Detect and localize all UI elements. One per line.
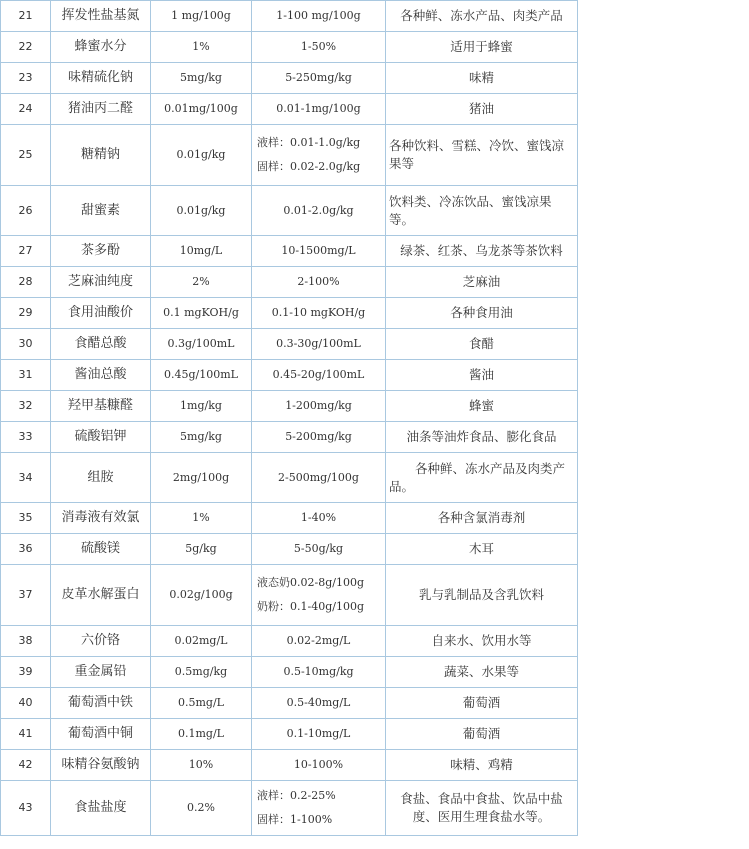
detection-range: 0.3-30g/100mL xyxy=(252,329,386,360)
table-row xyxy=(1,63,578,94)
detection-range: 0.45-20g/100mL xyxy=(252,360,386,391)
row-number: 39 xyxy=(1,657,51,688)
detection-range: 0.01-2.0g/kg xyxy=(252,186,386,236)
applicable-samples: 油条等油炸食品、膨化食品 xyxy=(386,422,578,453)
detection-range: 5-250mg/kg xyxy=(252,63,386,94)
detection-limit: 1 mg/100g xyxy=(151,1,252,32)
test-item: 六价铬 xyxy=(51,626,151,657)
test-item: 食盐盐度 xyxy=(51,781,151,836)
applicable-samples: 芝麻油 xyxy=(386,267,578,298)
applicable-samples: 自来水、饮用水等 xyxy=(386,626,578,657)
test-item: 葡萄酒中铁 xyxy=(51,688,151,719)
row-number: 25 xyxy=(1,125,51,186)
test-item: 硫酸铝钾 xyxy=(51,422,151,453)
row-number: 26 xyxy=(1,186,51,236)
table-row xyxy=(1,391,578,422)
detection-range: 1-40% xyxy=(252,503,386,534)
row-number: 36 xyxy=(1,534,51,565)
table-row xyxy=(1,453,578,503)
test-item: 芝麻油纯度 xyxy=(51,267,151,298)
test-item: 蜂蜜水分 xyxy=(51,32,151,63)
table-row xyxy=(1,750,578,781)
row-number: 23 xyxy=(1,63,51,94)
detection-limit: 2% xyxy=(151,267,252,298)
applicable-samples: 各种含氯消毒剂 xyxy=(386,503,578,534)
detection-limit: 1mg/kg xyxy=(151,391,252,422)
detection-limit: 2mg/100g xyxy=(151,453,252,503)
detection-range-line: 液态奶0.02-8g/100g xyxy=(257,576,364,589)
detection-limit: 0.2% xyxy=(151,781,252,836)
detection-limit: 1% xyxy=(151,503,252,534)
detection-range: 0.1-10 mgKOH/g xyxy=(252,298,386,329)
row-number: 42 xyxy=(1,750,51,781)
table-row xyxy=(1,298,578,329)
table-row xyxy=(1,125,578,186)
applicable-samples: 葡萄酒 xyxy=(386,719,578,750)
detection-range-line: 固样：1-100% xyxy=(257,813,333,826)
detection-limit: 10mg/L xyxy=(151,236,252,267)
applicable-samples: 各种食用油 xyxy=(386,298,578,329)
row-number: 38 xyxy=(1,626,51,657)
detection-range: 5-50g/kg xyxy=(252,534,386,565)
detection-range: 0.1-10mg/L xyxy=(252,719,386,750)
table-row xyxy=(1,94,578,125)
test-item: 消毒液有效氯 xyxy=(51,503,151,534)
applicable-samples: 猪油 xyxy=(386,94,578,125)
detection-range xyxy=(252,125,386,186)
test-item: 食用油酸价 xyxy=(51,298,151,329)
table-row xyxy=(1,267,578,298)
applicable-samples: 葡萄酒 xyxy=(386,688,578,719)
detection-range: 0.5-10mg/kg xyxy=(252,657,386,688)
detection-limit: 0.01g/kg xyxy=(151,186,252,236)
table-row xyxy=(1,422,578,453)
applicable-samples: 适用于蜂蜜 xyxy=(386,32,578,63)
row-number: 35 xyxy=(1,503,51,534)
table-row xyxy=(1,186,578,236)
row-number: 24 xyxy=(1,94,51,125)
test-item: 挥发性盐基氮 xyxy=(51,1,151,32)
applicable-samples: 食醋 xyxy=(386,329,578,360)
row-number: 30 xyxy=(1,329,51,360)
test-item: 组胺 xyxy=(51,453,151,503)
test-item: 食醋总酸 xyxy=(51,329,151,360)
row-number: 34 xyxy=(1,453,51,503)
test-item: 糖精钠 xyxy=(51,125,151,186)
table-row xyxy=(1,626,578,657)
table-row xyxy=(1,657,578,688)
detection-range: 1-200mg/kg xyxy=(252,391,386,422)
detection-limit: 5mg/kg xyxy=(151,63,252,94)
detection-limit: 0.5mg/L xyxy=(151,688,252,719)
row-number: 29 xyxy=(1,298,51,329)
table-row xyxy=(1,1,578,32)
applicable-samples: 蜂蜜 xyxy=(386,391,578,422)
table-row xyxy=(1,360,578,391)
row-number: 40 xyxy=(1,688,51,719)
detection-range: 1-100 mg/100g xyxy=(252,1,386,32)
detection-range: 5-200mg/kg xyxy=(252,422,386,453)
applicable-samples xyxy=(386,453,578,503)
detection-range: 1-50% xyxy=(252,32,386,63)
detection-range: 0.01-1mg/100g xyxy=(252,94,386,125)
row-number: 28 xyxy=(1,267,51,298)
detection-limit: 5g/kg xyxy=(151,534,252,565)
detection-range-line: 奶粉：0.1-40g/100g xyxy=(257,600,364,613)
detection-range-line: 液样：0.2-25% xyxy=(257,789,336,802)
test-item: 重金属铅 xyxy=(51,657,151,688)
applicable-samples: 各种鲜、冻水产品、肉类产品 xyxy=(386,1,578,32)
table-row xyxy=(1,503,578,534)
applicable-samples: 各种饮料、雪糕、冷饮、蜜饯凉果等 xyxy=(386,125,578,186)
table-row xyxy=(1,565,578,626)
row-number: 27 xyxy=(1,236,51,267)
test-item: 皮革水解蛋白 xyxy=(51,565,151,626)
test-item: 甜蜜素 xyxy=(51,186,151,236)
detection-range-line: 液样：0.01-1.0g/kg xyxy=(257,136,361,149)
detection-limit: 1% xyxy=(151,32,252,63)
applicable-samples-text: 各种鲜、冻水产品及肉类产品。 xyxy=(389,460,566,494)
detection-limit: 5mg/kg xyxy=(151,422,252,453)
test-item: 硫酸镁 xyxy=(51,534,151,565)
table-body xyxy=(1,1,578,836)
applicable-samples: 味精 xyxy=(386,63,578,94)
detection-limit: 0.02mg/L xyxy=(151,626,252,657)
detection-range-line: 固样：0.02-2.0g/kg xyxy=(257,160,361,173)
detection-range: 2-500mg/100g xyxy=(252,453,386,503)
applicable-samples: 味精、鸡精 xyxy=(386,750,578,781)
row-number: 41 xyxy=(1,719,51,750)
applicable-samples: 绿茶、红茶、乌龙茶等茶饮料 xyxy=(386,236,578,267)
detection-limit: 0.3g/100mL xyxy=(151,329,252,360)
detection-range: 10-1500mg/L xyxy=(252,236,386,267)
applicable-samples: 蔬菜、水果等 xyxy=(386,657,578,688)
test-item: 葡萄酒中铜 xyxy=(51,719,151,750)
row-number: 22 xyxy=(1,32,51,63)
table-row xyxy=(1,329,578,360)
detection-limit: 10% xyxy=(151,750,252,781)
detection-limit: 0.1mg/L xyxy=(151,719,252,750)
test-item: 茶多酚 xyxy=(51,236,151,267)
detection-limit: 0.01mg/100g xyxy=(151,94,252,125)
row-number: 21 xyxy=(1,1,51,32)
detection-range xyxy=(252,565,386,626)
table-row xyxy=(1,688,578,719)
row-number: 33 xyxy=(1,422,51,453)
detection-limit: 0.01g/kg xyxy=(151,125,252,186)
detection-limit: 0.1 mgKOH/g xyxy=(151,298,252,329)
row-number: 31 xyxy=(1,360,51,391)
table-row xyxy=(1,236,578,267)
table-row xyxy=(1,32,578,63)
test-item: 酱油总酸 xyxy=(51,360,151,391)
detection-limit: 0.5mg/kg xyxy=(151,657,252,688)
test-item: 羟甲基糠醛 xyxy=(51,391,151,422)
row-number: 43 xyxy=(1,781,51,836)
row-number: 32 xyxy=(1,391,51,422)
applicable-samples: 酱油 xyxy=(386,360,578,391)
applicable-samples: 木耳 xyxy=(386,534,578,565)
detection-range: 0.5-40mg/L xyxy=(252,688,386,719)
test-item: 味精谷氨酸钠 xyxy=(51,750,151,781)
detection-limit: 0.45g/100mL xyxy=(151,360,252,391)
detection-range: 10-100% xyxy=(252,750,386,781)
applicable-samples: 乳与乳制品及含乳饮料 xyxy=(386,565,578,626)
applicable-samples: 食盐、食品中食盐、饮品中盐度、医用生理食盐水等。 xyxy=(386,781,578,836)
test-item: 猪油丙二醛 xyxy=(51,94,151,125)
detection-range: 0.02-2mg/L xyxy=(252,626,386,657)
row-number: 37 xyxy=(1,565,51,626)
table-row xyxy=(1,719,578,750)
applicable-samples: 饮料类、冷冻饮品、蜜饯凉果等。 xyxy=(386,186,578,236)
detection-range: 2-100% xyxy=(252,267,386,298)
detection-range xyxy=(252,781,386,836)
test-item: 味精硫化钠 xyxy=(51,63,151,94)
table-row xyxy=(1,781,578,836)
table-row xyxy=(1,534,578,565)
detection-limit: 0.02g/100g xyxy=(151,565,252,626)
